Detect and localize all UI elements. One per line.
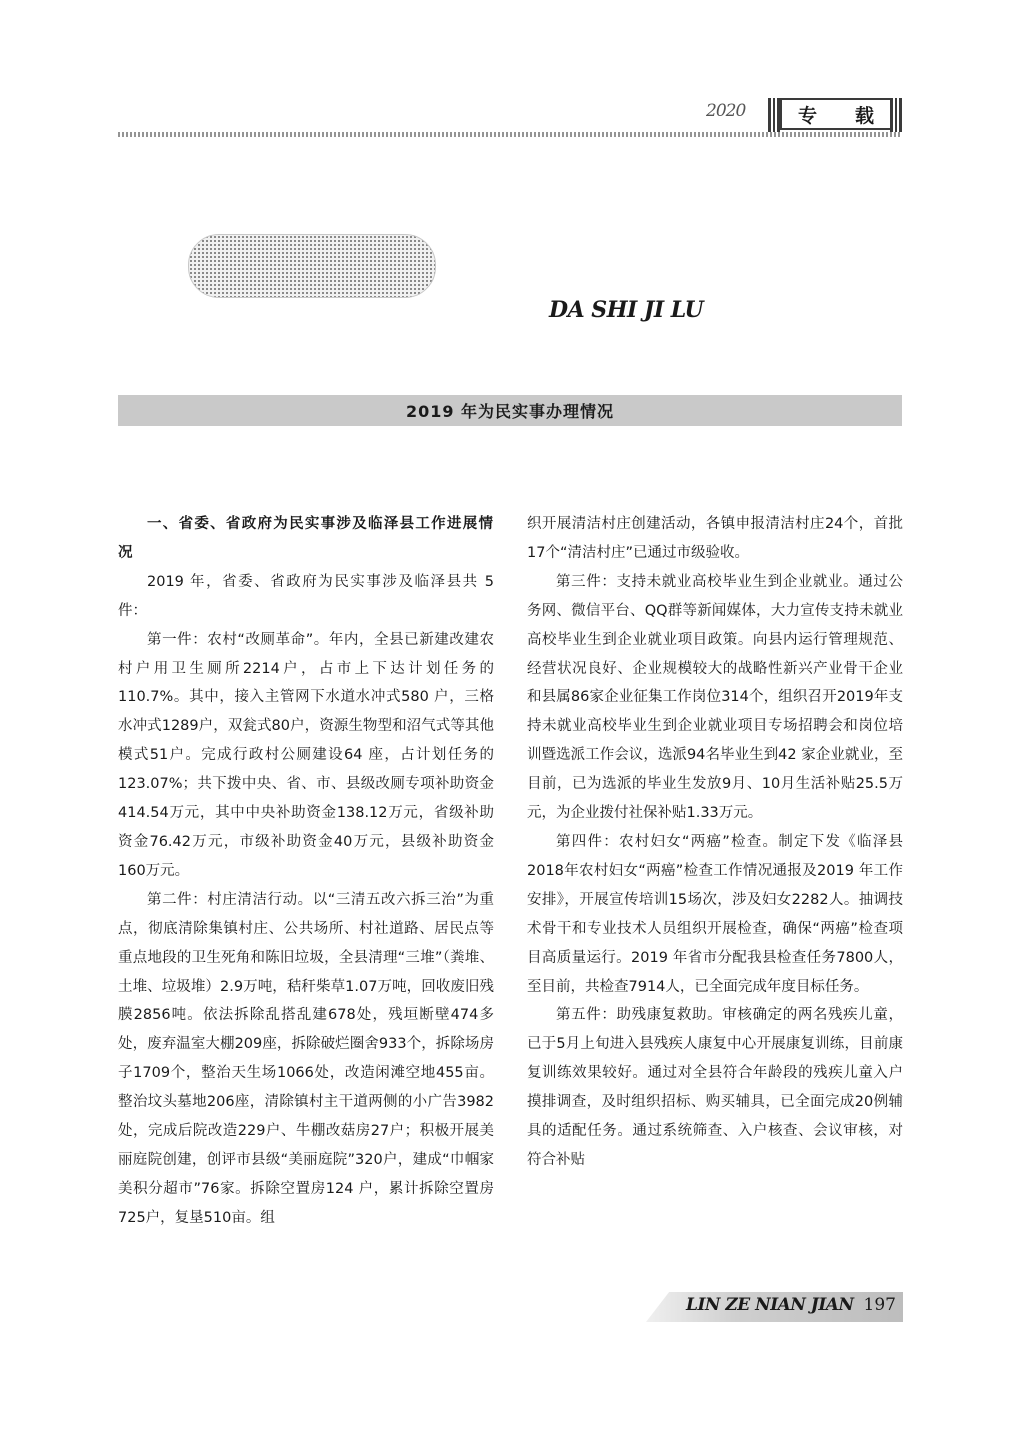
header-bars-right bbox=[890, 98, 902, 132]
header-year: 2020 bbox=[706, 101, 746, 121]
section-title-english: DA SHI JI LU bbox=[549, 297, 704, 323]
left-heading: 一、省委、省政府为民实事涉及临泽县工作进展情况 bbox=[118, 516, 494, 561]
left-paragraph: 2019 年，省委、省政府为民实事涉及临泽县共 5 件： bbox=[118, 573, 494, 619]
article-title-band bbox=[118, 395, 902, 426]
right-continuation: 织开展清洁村庄创建活动，各镇申报清洁村庄24个，首批17个“清洁村庄”已通过市级验收。 bbox=[527, 516, 903, 561]
header-rule bbox=[118, 132, 902, 137]
right-paragraph: 第四件：农村妇女“两癌”检查。制定下发《临泽县2018年农村妇女“两癌”检查工作情况通报及2019 年工作安排》，开展宣传培训15场次，涉及妇女2282人。抽调技术骨干和专业技术人员组织开展检查，确保“两癌”检查项目高质量运行。2019 年省市分配我县检查任务7800人，至目前，共检查7914人，已全面完成年度目标任务。 bbox=[527, 833, 903, 995]
header-bars-left bbox=[768, 98, 780, 132]
left-paragraph: 第一件：农村“改厕革命”。年内，全县已新建改建农村户用卫生厕所2214户，占市上下达计划任务的110.7%。其中，接入主管网下水道水冲式580 户，三格水冲式1289户，双瓮式80户，资源生物型和沼气式等其他模式51户。完成行政村公厕建设64 座，占计划任务的123.07%；共下拨中央、省、市、县级改厕专项补助资金414.54万元，其中中央补助资金138.12万元，省级补助资金76.42万元，市级补助资金40万元，县级补助资金160万元。 bbox=[118, 631, 494, 879]
left-paragraph: 第二件：村庄清洁行动。以“三清五改六拆三治”为重点，彻底清除集镇村庄、公共场所、村社道路、居民点等重点地段的卫生死角和陈旧垃圾，全县清理“三堆”（粪堆、土堆、垃圾堆）2.9万吨，秸秆柴草1.07万吨，回收废旧残膜2856吨。依法拆除乱搭乱建678处，残垣断壁474多处，废弃温室大棚209座，拆除破烂圈舍933个，拆除场房子1709个，整治天生场1066处，改造闲滩空地455亩。整治坟头墓地206座，清除镇村主干道两侧的小广告3982处，完成后院改造229户、牛棚改菇房27户；积极开展美丽庭院创建，创评市县级“美丽庭院”320户，建成“巾帼家美积分超市”76家。拆除空置房124 户，累计拆除空置房725户，复垦510亩。组 bbox=[118, 891, 494, 1226]
article-title: 2019 年为民实事办理情况 bbox=[405, 402, 615, 421]
right-column bbox=[527, 510, 903, 1175]
left-column bbox=[118, 510, 494, 1233]
right-paragraph: 第五件：助残康复救助。审核确定的两名残疾儿童，已于5月上旬进入县残疾人康复中心开展康复训练，目前康复训练效果较好。通过对全县符合年龄段的残疾儿童入户摸排调查，及时组织招标、购买辅具，已全面完成20例辅具的适配任务。通过系统筛查、入户核查、会议审核，对符合补贴 bbox=[527, 1007, 903, 1168]
decorative-dotted-oval bbox=[188, 234, 436, 298]
footer-journal: LIN ZE NIAN JIAN bbox=[686, 1295, 854, 1315]
right-paragraph: 第三件：支持未就业高校毕业生到企业就业。通过公务网、微信平台、QQ群等新闻媒体，大力宣传支持未就业高校毕业生到企业就业项目政策。向县内运行管理规范、经营状况良好、企业规模较大的战略性新兴产业骨干企业和县属86家企业征集工作岗位314个，组织召开2019年支持未就业高校毕业生到企业就业项目专场招聘会和岗位培训暨选派工作会议，选派94名毕业生到42 家企业就业，至目前，已为选派的毕业生发放9月、10月生活补贴25.5万元，为企业拨付社保补贴1.33万元。 bbox=[527, 573, 903, 822]
section-label: 专 载 bbox=[798, 104, 875, 127]
footer bbox=[686, 1295, 902, 1315]
page-number: 197 bbox=[863, 1295, 896, 1315]
section-label-box bbox=[780, 98, 890, 130]
